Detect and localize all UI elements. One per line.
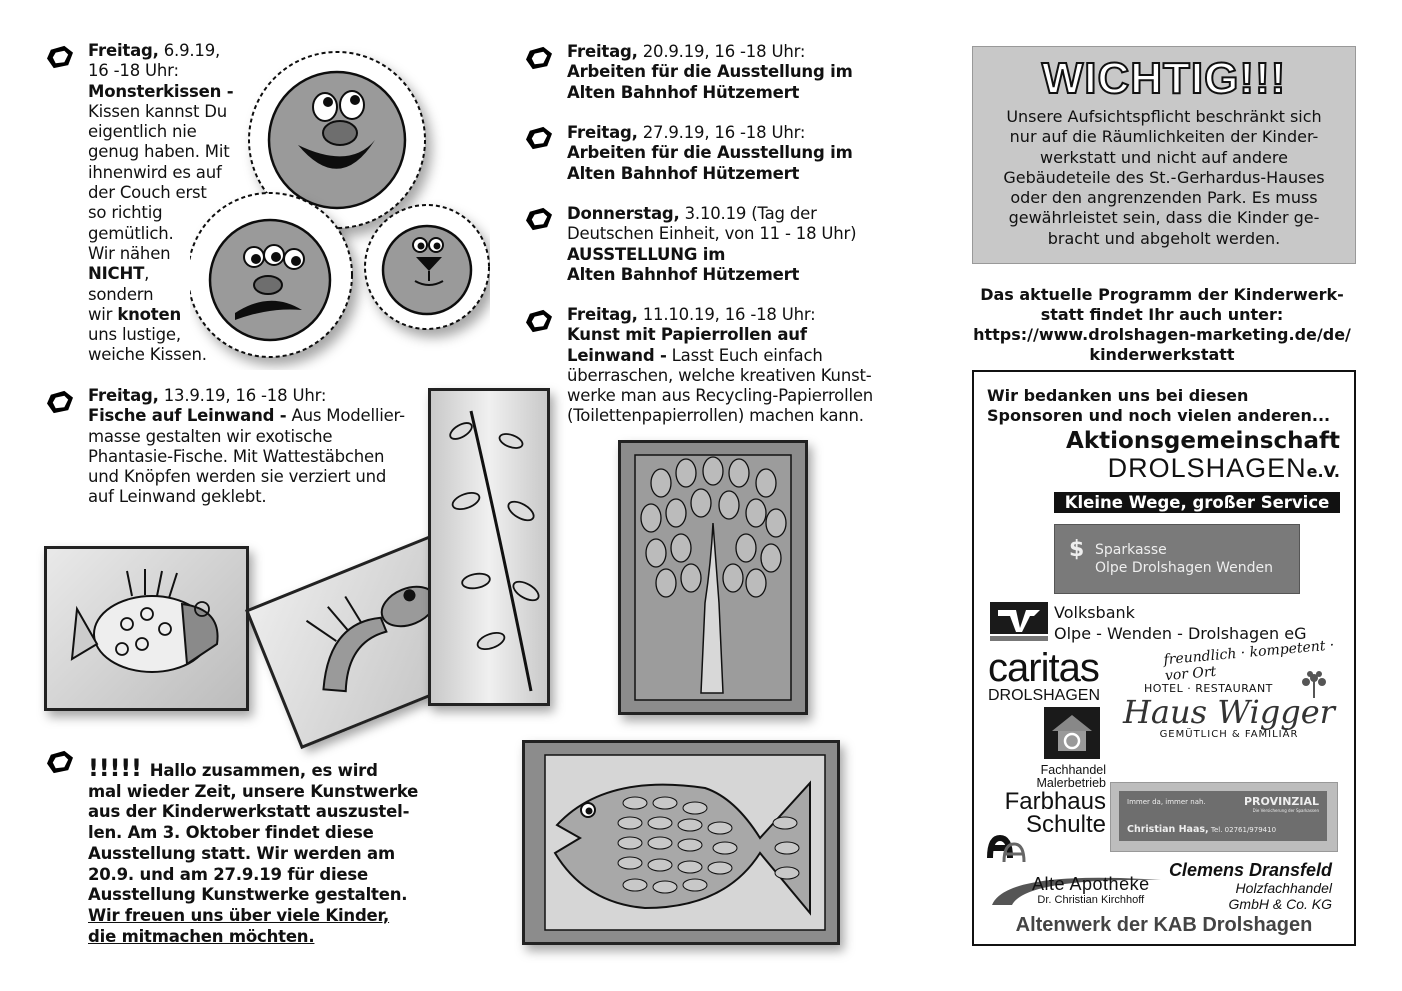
event-text-line: genug haben. Mit <box>88 142 230 162</box>
event-date: 27.9.19, 16 -18 Uhr: <box>637 123 806 142</box>
important-notice-box <box>972 46 1356 264</box>
ev-suffix: e.V. <box>1306 462 1340 481</box>
sponsors-intro <box>987 386 1330 426</box>
aktionsgemeinschaft-slogan: Kleine Wege, großer Service <box>1054 492 1340 513</box>
notice-line: Hallo zusammen, es wird <box>149 761 378 780</box>
event-text-line: gemütlich. <box>88 223 174 243</box>
event-text: Aus Modellier- <box>286 406 405 426</box>
important-text-line: Unsere Aufsichtspflicht beschränkt sich <box>1006 107 1322 126</box>
notice-line: len. Am 3. Oktober findet diese <box>88 823 374 843</box>
event-text-line: eigentlich nie <box>88 122 197 142</box>
farbhaus-logo-icon <box>1044 707 1100 759</box>
event-20-9 <box>567 42 887 103</box>
alte-apotheke-text <box>1032 874 1150 906</box>
event-text-line: sondern <box>88 284 154 304</box>
event-date: 13.9.19, 16 -18 Uhr: <box>158 386 327 405</box>
notice-line: Ausstellung Kunstwerke gestalten. <box>88 885 408 905</box>
important-text-line: oder den angrenzenden Park. Es muss <box>1010 188 1318 208</box>
fish-canvas-artwork-1 <box>44 546 249 711</box>
event-title-line: Alten Bahnhof Hützemert <box>567 82 800 102</box>
program-url-link[interactable]: kinderwerkstatt <box>1089 345 1235 364</box>
caritas-logo <box>988 648 1100 704</box>
tree-icon <box>1294 670 1334 700</box>
event-text-line: weiche Kissen. <box>88 345 207 365</box>
emphasis-text: knoten <box>117 304 181 324</box>
event-date: 6.9.19, <box>158 41 221 60</box>
program-text-line: Das aktuelle Programm der Kinderwerk- <box>980 285 1344 304</box>
event-text-line: Phantasie-Fische. Mit Wattestäbchen <box>88 446 385 466</box>
hexagon-bullet-icon <box>524 308 554 334</box>
altenwerk-kab: Altenwerk der KAB Drolshagen <box>1015 914 1313 936</box>
program-text-line: statt findet Ihr auch unter: <box>1040 305 1284 324</box>
event-title: Leinwand - <box>567 345 667 365</box>
event-text: wir <box>88 304 118 324</box>
event-text-line: ihnenwird es auf <box>88 162 222 182</box>
hexagon-bullet-icon <box>524 45 554 71</box>
provinzial-brand-sub: Die Versicherung der Sparkassen <box>1252 808 1319 813</box>
event-title: Fische auf Leinwand - <box>88 406 287 426</box>
notice-underlined-line: Wir freuen uns über viele Kinder, <box>88 905 390 925</box>
sponsors-intro-line: Wir bedanken uns bei diesen <box>987 386 1249 405</box>
haus-wigger-name: Haus Wigger <box>1123 693 1335 731</box>
important-text-line: Gebäudeteile des St.-Gerhardus-Hauses <box>1003 167 1325 187</box>
important-text-line: gewährleistet sein, dass die Kinder ge- <box>1008 208 1320 228</box>
volksbank-name: Volksbank <box>1054 603 1135 622</box>
event-text-line: auf Leinwand geklebt. <box>88 487 267 507</box>
event-text-line: überraschen, welche kreativen Kunst- <box>567 365 872 385</box>
event-date: 11.10.19, 16 -18 Uhr: <box>637 305 816 324</box>
dransfeld-company: GmbH & Co. KG <box>1228 896 1332 912</box>
volksbank-logo-icon <box>990 602 1048 642</box>
emphasis-text: NICHT <box>88 264 145 284</box>
notice-line: mal wieder Zeit, unsere Kunstwerke <box>88 781 419 801</box>
event-date: 3.10.19 (Tag der <box>679 204 817 223</box>
event-text-line: uns lustige, <box>88 325 181 345</box>
volksbank-text <box>1054 602 1306 644</box>
provinzial-brand: PROVINZIAL <box>1244 795 1319 808</box>
event-text-line: (Toilettenpapierrollen) machen kann. <box>567 406 864 426</box>
provinzial-tagline: Immer da, immer nah. <box>1127 798 1206 806</box>
farbhaus-name: Schulte <box>1025 811 1106 838</box>
branch-canvas-artwork <box>428 388 550 706</box>
hexagon-bullet-icon <box>45 389 75 415</box>
important-text-line: nur auf die Räumlichkeiten der Kinder- <box>1009 127 1319 147</box>
farbhaus-line: Malerbetrieb <box>1036 776 1106 790</box>
volksbank-slogan: freundlich · kompetent · vor Ort <box>1162 637 1335 685</box>
important-text-line: werkstatt und nicht auf andere <box>1040 147 1288 167</box>
event-title-line: Alten Bahnhof Hützemert <box>567 163 800 183</box>
event-text: , <box>144 264 150 284</box>
event-day: Freitag, <box>88 386 159 405</box>
event-title-line: Alten Bahnhof Hützemert <box>567 264 800 284</box>
sparkasse-region: Olpe Drolshagen Wenden <box>1095 560 1273 576</box>
exhibition-notice <box>88 754 428 947</box>
hexagon-bullet-icon <box>524 206 554 232</box>
farbhaus-schulte-logo <box>990 764 1106 836</box>
haus-wigger-subtitle: HOTEL · RESTAURANT <box>1144 682 1273 695</box>
notice-underlined-line: die mitmachen möchten. <box>88 926 315 946</box>
hexagon-bullet-icon <box>45 749 75 775</box>
program-url-link[interactable]: https://www.drolshagen-marketing.de/de/ <box>973 325 1351 344</box>
farbhaus-line: Fachhandel <box>1040 763 1106 777</box>
program-info <box>962 285 1362 365</box>
provinzial-phone: Tel. 02761/979410 <box>1208 826 1277 834</box>
provinzial-agent: Christian Haas, <box>1127 824 1209 835</box>
event-text-line: Wir nähen <box>88 243 171 263</box>
important-text-line: bracht und abgeholt werden. <box>1047 228 1281 248</box>
monster-pillows-illustration <box>190 45 490 370</box>
important-heading: WICHTIG!!! <box>1041 54 1287 103</box>
event-text: Lasst Euch einfach <box>666 345 823 365</box>
event-text-line: und Knöpfen werden sie verziert und <box>88 467 387 487</box>
aktionsgemeinschaft-name: Aktionsgemeinschaft <box>1066 428 1340 454</box>
hexagon-bullet-icon <box>45 44 75 70</box>
dransfeld-trade: Holzfachhandel <box>1235 880 1332 896</box>
dransfeld-logo <box>1164 860 1340 912</box>
farbhaus-name: Farbhaus <box>1004 788 1106 815</box>
drolshagen-wordmark: DROLSHAGEN <box>1107 453 1307 483</box>
event-text-line: so richtig <box>88 203 163 223</box>
monster-pillow-lion <box>365 205 489 329</box>
event-title-line: Arbeiten für die Ausstellung im <box>567 62 853 82</box>
event-11-10 <box>567 305 897 427</box>
big-fish-canvas-artwork <box>522 740 840 945</box>
caritas-region: DROLSHAGEN <box>988 687 1101 704</box>
event-title-line: Kunst mit Papierrollen auf <box>567 325 807 345</box>
event-day: Freitag, <box>567 123 638 142</box>
event-3-10 <box>567 204 887 285</box>
event-time: 16 -18 Uhr: <box>88 61 179 81</box>
haus-wigger-tagline: GEMÜTLICH & FAMILIÄR <box>1159 729 1299 740</box>
event-text-line: der Couch erst <box>88 183 207 203</box>
event-title-line: AUSSTELLUNG im <box>567 244 726 264</box>
event-text-line: werke man aus Recycling-Papierrollen <box>567 386 874 406</box>
exclamation-marks: !!!!! <box>88 754 142 782</box>
sparkasse-logo <box>1054 524 1300 594</box>
event-date: 20.9.19, 16 -18 Uhr: <box>637 42 806 61</box>
sponsors-intro-line: Sponsoren und noch vielen anderen... <box>987 406 1331 425</box>
event-text-line: Deutschen Einheit, von 11 - 18 Uhr) <box>567 224 857 244</box>
event-title: Monsterkissen - <box>88 81 234 101</box>
sponsors-box <box>972 370 1356 946</box>
event-day: Freitag, <box>567 42 638 61</box>
sparkasse-s-icon: $ <box>1069 537 1085 562</box>
event-text-line: masse gestalten wir exotische <box>88 426 333 446</box>
event-title-line: Arbeiten für die Ausstellung im <box>567 143 853 163</box>
caritas-name: caritas <box>988 646 1099 690</box>
tree-canvas-artwork <box>618 440 808 715</box>
hexagon-bullet-icon <box>524 125 554 151</box>
event-text-line: Kissen kannst Du <box>88 101 228 121</box>
dransfeld-name: Clemens Dransfeld <box>1168 860 1332 880</box>
notice-line: Ausstellung statt. Wir werden am <box>88 843 395 863</box>
notice-line: aus der Kinderwerkstatt auszustel- <box>88 802 410 822</box>
event-27-9 <box>567 123 887 184</box>
notice-line: 20.9. und am 27.9.19 für diese <box>88 864 369 884</box>
monster-pillow-left <box>190 193 352 357</box>
event-day: Donnerstag, <box>567 204 680 223</box>
sparkasse-name: Sparkasse <box>1095 542 1167 558</box>
aktionsgemeinschaft-logo <box>1054 428 1340 513</box>
sparkasse-text <box>1095 541 1273 577</box>
event-day: Freitag, <box>567 305 638 324</box>
volksbank-region: Olpe - Wenden - Drolshagen eG <box>1054 624 1307 643</box>
apotheke-owner: Dr. Christian Kirchhoff <box>1037 894 1145 906</box>
event-fische-auf-leinwand <box>88 386 428 508</box>
important-text <box>973 107 1355 249</box>
apotheke-name: Alte Apotheke <box>1032 874 1150 894</box>
event-day: Freitag, <box>88 41 159 60</box>
